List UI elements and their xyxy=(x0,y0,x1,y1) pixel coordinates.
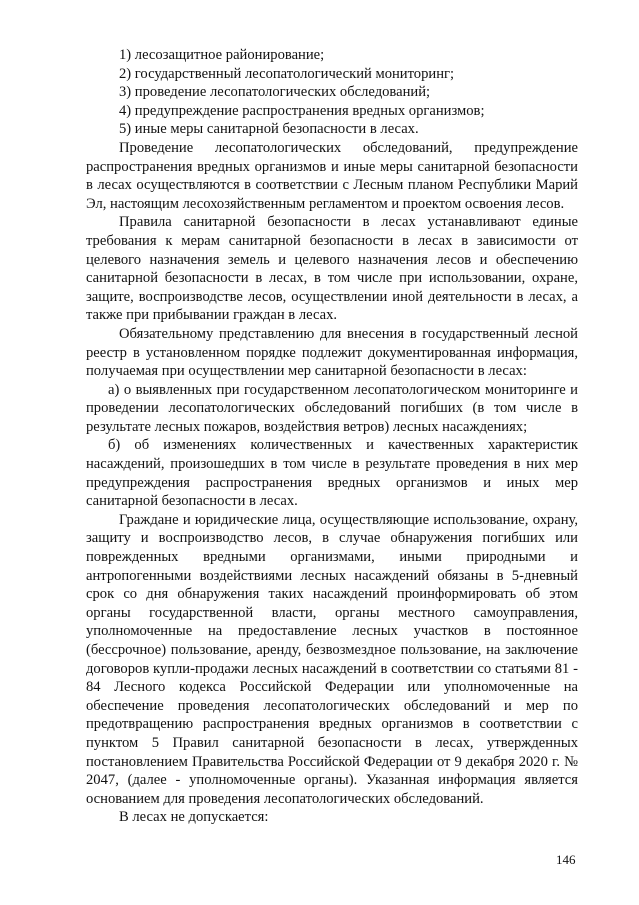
paragraph-subitem-b: б) об изменениях количественных и качественных характеристик насаждений, произошедших в том числе в результате проведения в них мер предупреждения распространения вредных организмов и иных мер санитарной безопасности в лесах. xyxy=(86,437,578,510)
paragraph-subitem-a: а) о выявленных при государственном лесопатологическом мониторинге и проведении лесопатологических обследований погибших (в том числе в результате лесных пожаров, воздействия ветров) лесных насаждениях; xyxy=(86,381,578,435)
paragraph-sanitary-rules: Правила санитарной безопасности в лесах устанавливают единые требования к мерам санитарной безопасности в лесах в зависимости от целевого назначения земель и целевого назначения лесов и обеспечению санитарной безопасности в лесах, в том числе при использовании, охране, защите, воспроизводстве лесов, осуществлении иной деятельности в лесах, а также при прибывании граждан в лесах. xyxy=(86,214,578,324)
page-number: 146 xyxy=(556,852,576,867)
list-item: 3) проведение лесопатологических обследований; xyxy=(119,84,431,101)
list-item: 5) иные меры санитарной безопасности в лесах. xyxy=(119,121,419,138)
list-item: 2) государственный лесопатологический мониторинг; xyxy=(119,65,455,82)
list-item: 4) предупреждение распространения вредных организмов; xyxy=(119,102,485,119)
paragraph-lesopathology-measures: Проведение лесопатологических обследований, предупреждение распространения вредных организмов и иные меры санитарной безопасности в лесах осуществляются в соответствии с Лесным планом Республики Марий Эл, настоящим лесохозяйственным регламентом и проектом освоения лесов. xyxy=(86,139,578,212)
paragraph-forest-registry: Обязательному представлению для внесения в государственный лесной реестр в установленном порядке подлежит документированная информация, получаемая при осуществлении мер санитарной безопасности в лесах: xyxy=(86,325,578,380)
list-item: 1) лесозащитное районирование; xyxy=(119,47,325,63)
paragraph-prohibitions-intro: В лесах не допускается: xyxy=(119,809,269,826)
document-body xyxy=(86,46,578,827)
paragraph-citizens-obligations: Граждане и юридические лица, осуществляющие использование, охрану, защиту и воспроизводство лесов, в случае обнаружения погибших или поврежденных вредными организмами, иными природными и антропогенными воздействиями лесных насаждений обязаны в 5-дневный срок со дня обнаружения таких насаждений проинформировать об этом органы государственной власти, органы местного самоуправления, уполномоченные на предоставление лесных участков в постоянное (бессрочное) пользование, аренду, безвозмездное пользование, на заключение договоров купли-продажи лесных насаждений в соответствии со статьями 81 - 84 Лесного кодекса Российской Федерации или уполномоченные на обеспечение проведения лесопатологических обследований и мер по предотвращению распространения вредных организмов в соответствии с пунктом 5 Правил санитарной безопасности в лесах, утвержденных постановлением Правительства Российской Федерации от 9 декабря 2020 г. № 2047, (далее - уполномоченные органы). Указанная информация является основанием для проведения лесопатологических обследований. xyxy=(86,511,578,807)
